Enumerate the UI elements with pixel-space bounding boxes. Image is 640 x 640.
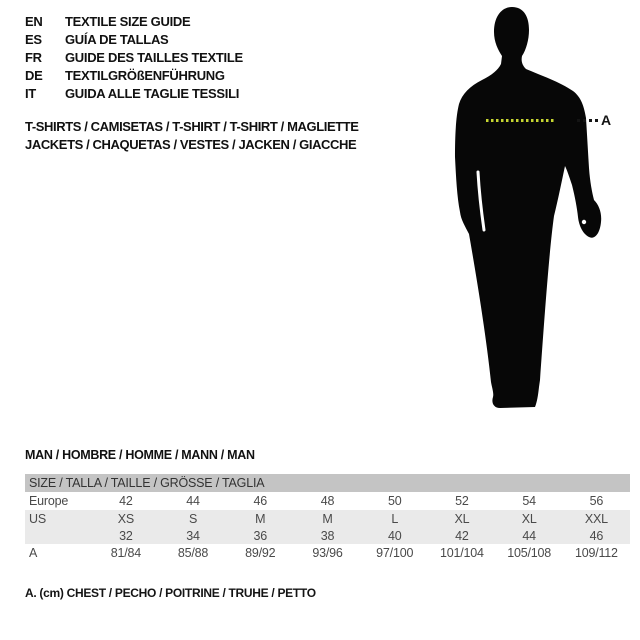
size-value-cell: S <box>188 511 198 526</box>
size-value-cell: 109/112 <box>574 546 618 560</box>
table-header-row <box>25 474 630 492</box>
size-value-cell: 89/92 <box>245 546 276 560</box>
table-row <box>25 492 630 510</box>
size-table <box>25 474 630 562</box>
size-value-cell: 101/104 <box>440 546 484 560</box>
size-value-cell: 42 <box>455 528 469 543</box>
size-value-cell: 44 <box>186 494 200 508</box>
size-value-cell: 36 <box>253 528 268 543</box>
row-label-cell <box>25 527 92 544</box>
size-value-cell: 32 <box>119 528 133 543</box>
size-value-cell: 97/100 <box>376 546 414 560</box>
size-value-cell: M <box>322 511 333 526</box>
language-title: GUÍA DE TALLAS <box>65 32 169 47</box>
row-label-cell: A <box>29 546 38 560</box>
table-row <box>25 510 630 527</box>
language-title: TEXTILGRÖßENFÜHRUNG <box>65 68 225 83</box>
size-value-cell: 46 <box>589 528 604 543</box>
size-value-cell: 44 <box>522 528 536 543</box>
language-code: IT <box>25 86 36 101</box>
man-silhouette-path <box>455 7 601 408</box>
size-value-cell: XL <box>454 511 470 526</box>
language-title: GUIDA ALLE TAGLIE TESSILI <box>65 86 240 101</box>
size-value-cell: 38 <box>320 528 335 543</box>
size-value-cell: 34 <box>186 528 200 543</box>
table-row <box>25 544 630 562</box>
size-value-cell: M <box>255 511 266 526</box>
size-value-cell: L <box>391 511 399 526</box>
size-value-cell: 50 <box>387 494 402 508</box>
size-value-cell: 42 <box>119 494 133 508</box>
language-title: TEXTILE SIZE GUIDE <box>65 14 191 29</box>
man-silhouette-graphic <box>448 4 608 416</box>
size-value-cell: 52 <box>455 494 469 508</box>
size-value-cell: 40 <box>387 528 402 543</box>
category-line-tshirts: T-SHIRTS / CAMISETAS / T-SHIRT / T-SHIRT / MAGLIETTE <box>25 119 359 134</box>
language-code: ES <box>25 32 42 47</box>
size-value-cell: 54 <box>522 494 536 508</box>
size-value-cell: XL <box>521 511 537 526</box>
hand-highlight-dot <box>582 220 586 224</box>
size-value-cell: 56 <box>589 494 604 508</box>
table-footnote: A. (cm) CHEST / PECHO / POITRINE / TRUHE / PETTO <box>25 586 316 600</box>
language-title: GUIDE DES TAILLES TEXTILE <box>65 50 243 65</box>
measure-leader-line <box>577 119 598 122</box>
size-value-cell: 105/108 <box>507 546 552 560</box>
table-row <box>25 527 630 544</box>
size-value-cell: 46 <box>253 494 268 508</box>
chest-measure-line <box>486 119 556 122</box>
measure-label-a: A <box>601 112 612 128</box>
size-value-cell: 81/84 <box>110 546 141 560</box>
section-title-man: MAN / HOMBRE / HOMME / MANN / MAN <box>25 448 255 462</box>
language-code: EN <box>25 14 43 29</box>
language-code: FR <box>25 50 42 65</box>
size-value-cell: XS <box>117 511 134 526</box>
size-value-cell: 85/88 <box>177 546 209 560</box>
size-table-body <box>25 474 630 562</box>
size-value-cell: 48 <box>320 494 335 508</box>
category-line-jackets: JACKETS / CHAQUETAS / VESTES / JACKEN / GIACCHE <box>25 137 357 152</box>
row-label-cell: Europe <box>29 494 69 508</box>
size-value-cell: 93/96 <box>312 546 343 560</box>
row-label-cell: US <box>29 511 46 526</box>
language-code: DE <box>25 68 43 83</box>
table-header-cell: SIZE / TALLA / TAILLE / GRÖSSE / TAGLIA <box>25 474 630 492</box>
size-value-cell: XXL <box>584 511 608 526</box>
